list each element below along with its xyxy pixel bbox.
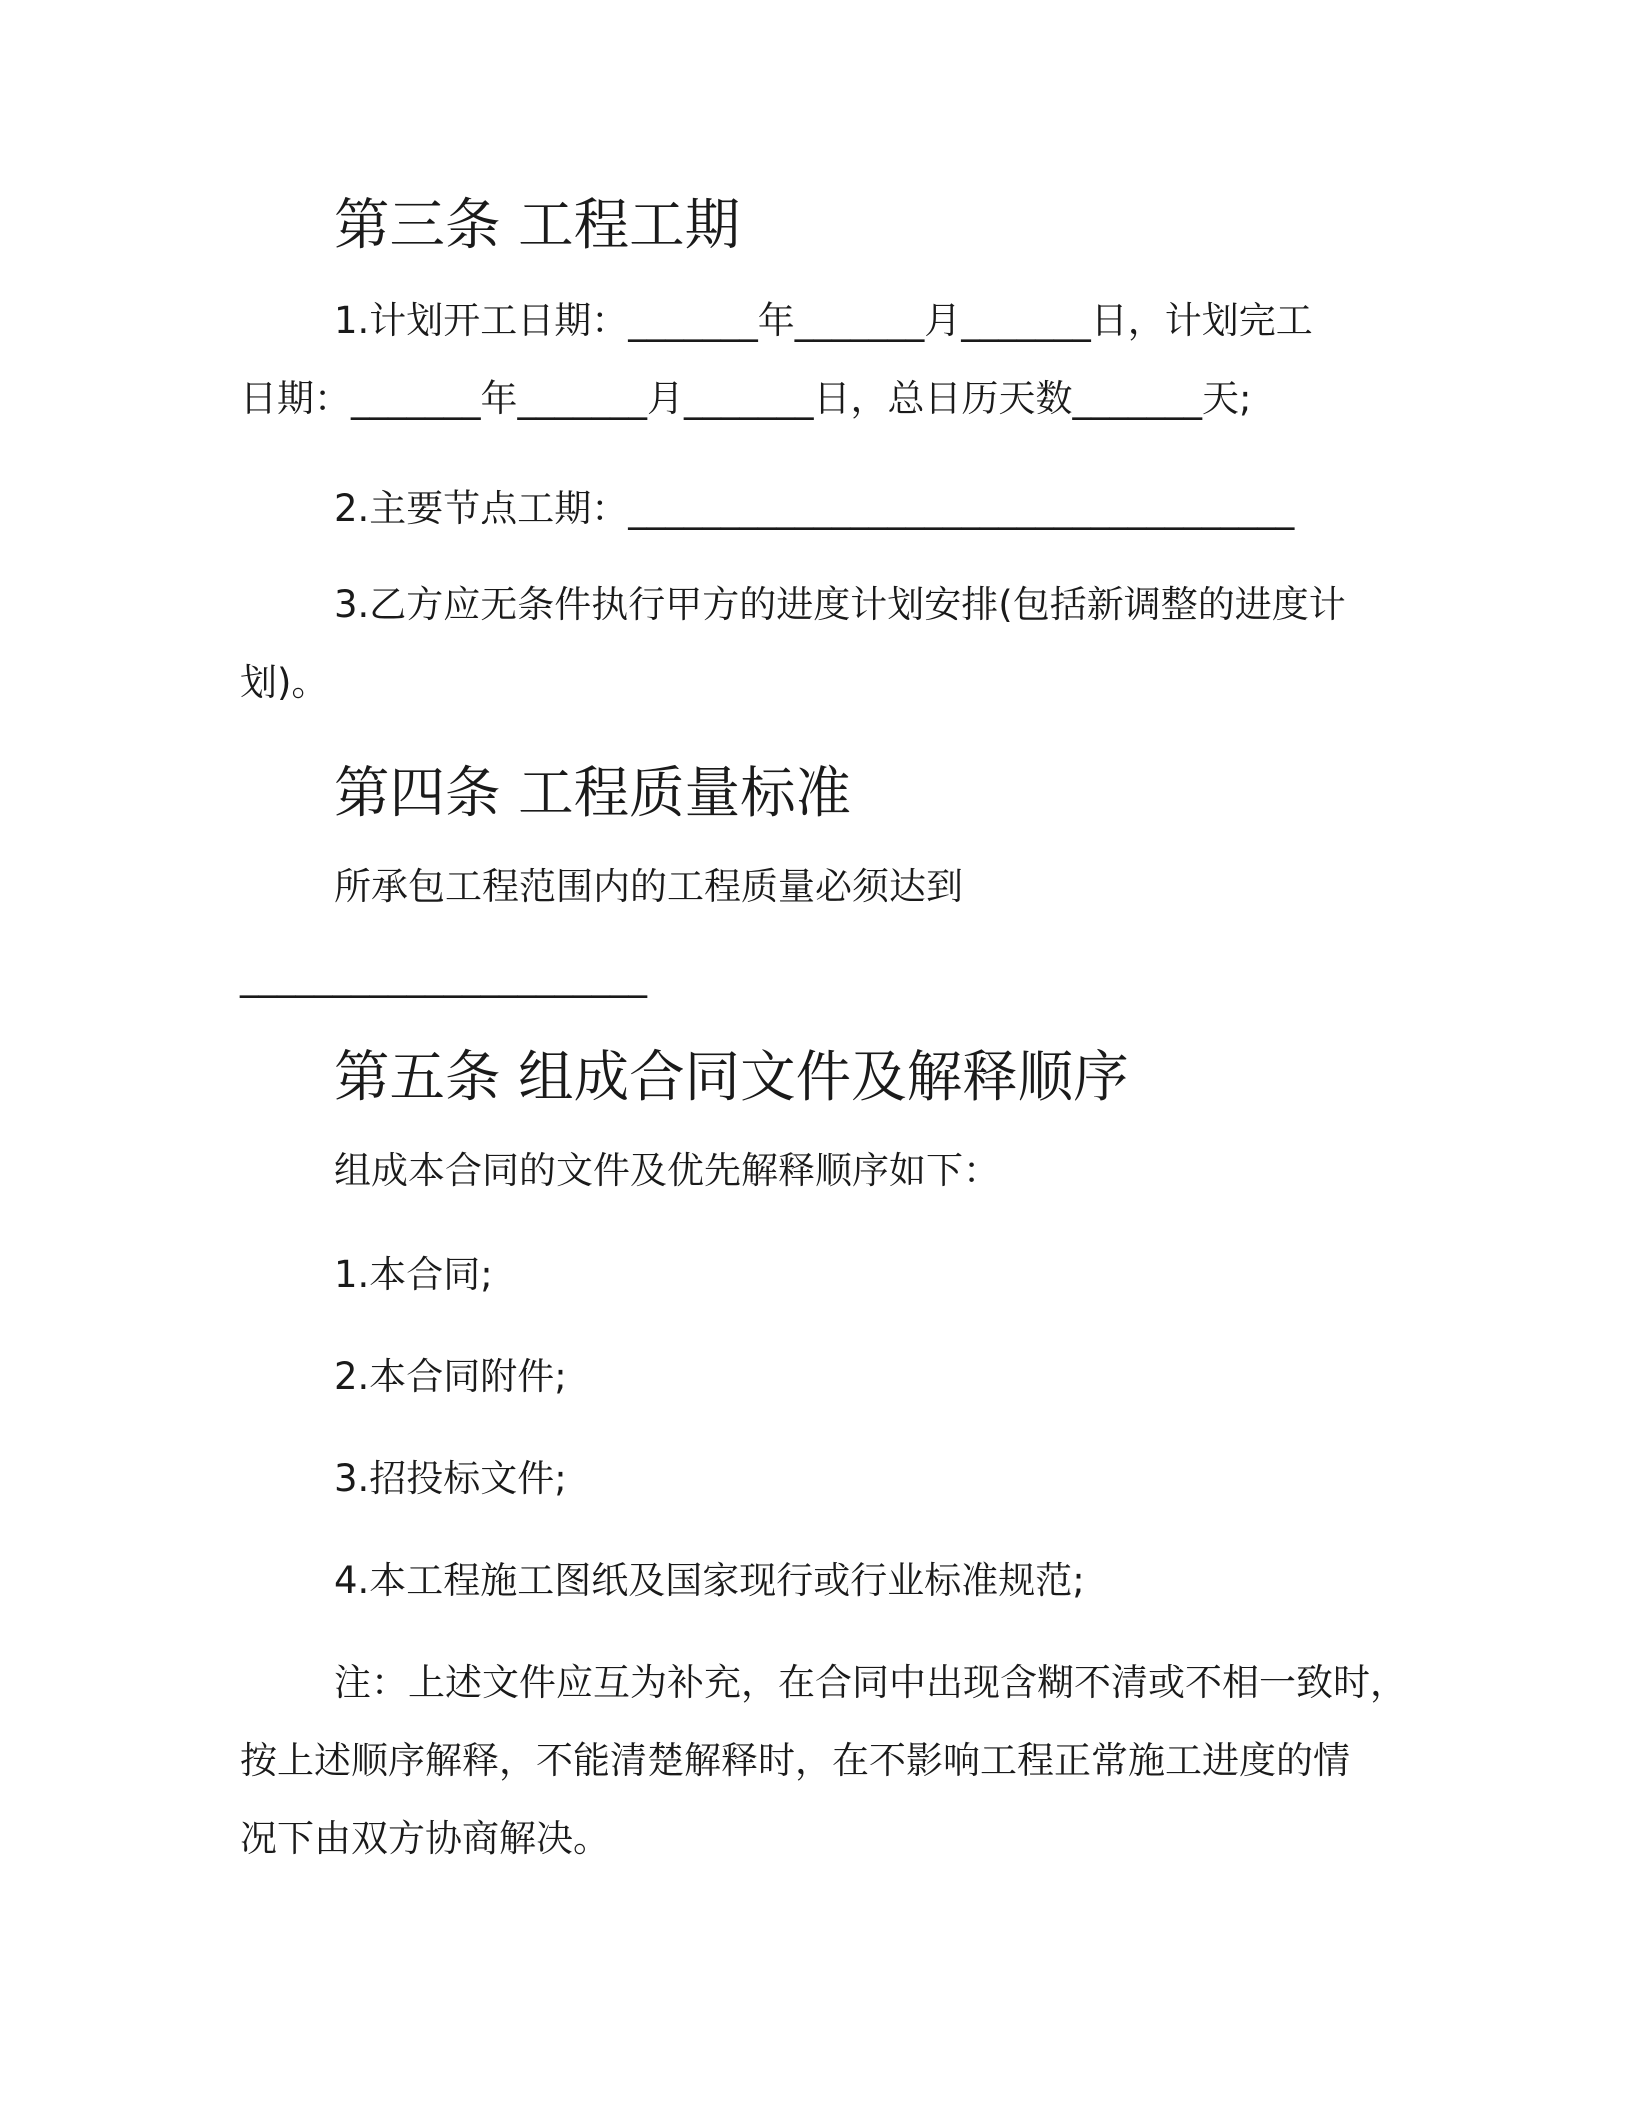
article-4-text-line-2: ______________________ [240,955,647,998]
article-5-intro: 组成本合同的文件及优先解释顺序如下： [334,1149,1000,1192]
article-4-heading: 第四条 工程质量标准 [334,761,852,826]
article-3-item-3-line-2: 划)。 [240,661,329,704]
article-5-heading: 第五条 组成合同文件及解释顺序 [334,1045,1129,1110]
article-4-text-line-1: 所承包工程范围内的工程质量必须达到 [334,865,963,908]
article-5-note-line-3: 况下由双方协商解决。 [240,1817,610,1860]
article-3-item-3-line-1: 3.乙方应无条件执行甲方的进度计划安排(包括新调整的进度计 [334,583,1346,626]
article-3-item-2: 2.主要节点工期：____________________________________ [334,487,1295,530]
article-3-item-1-line-2: 日期：_______年_______月_______日，总日历天数_______天; [240,377,1252,420]
article-5-list-item: 1.本合同; [334,1253,493,1296]
article-3-heading: 第三条 工程工期 [334,193,741,258]
article-5-list-item: 4.本工程施工图纸及国家现行或行业标准规范; [334,1559,1085,1602]
article-5-note-line-2: 按上述顺序解释，不能清楚解释时，在不影响工程正常施工进度的情 [240,1739,1350,1782]
article-5-list-item: 3.招投标文件; [334,1457,567,1500]
article-5-list-item: 2.本合同附件; [334,1355,567,1398]
article-3-item-1-line-1: 1.计划开工日期：_______年_______月_______日，计划完工 [334,299,1313,342]
article-5-note-line-1: 注：上述文件应互为补充，在合同中出现含糊不清或不相一致时， [334,1661,1407,1704]
